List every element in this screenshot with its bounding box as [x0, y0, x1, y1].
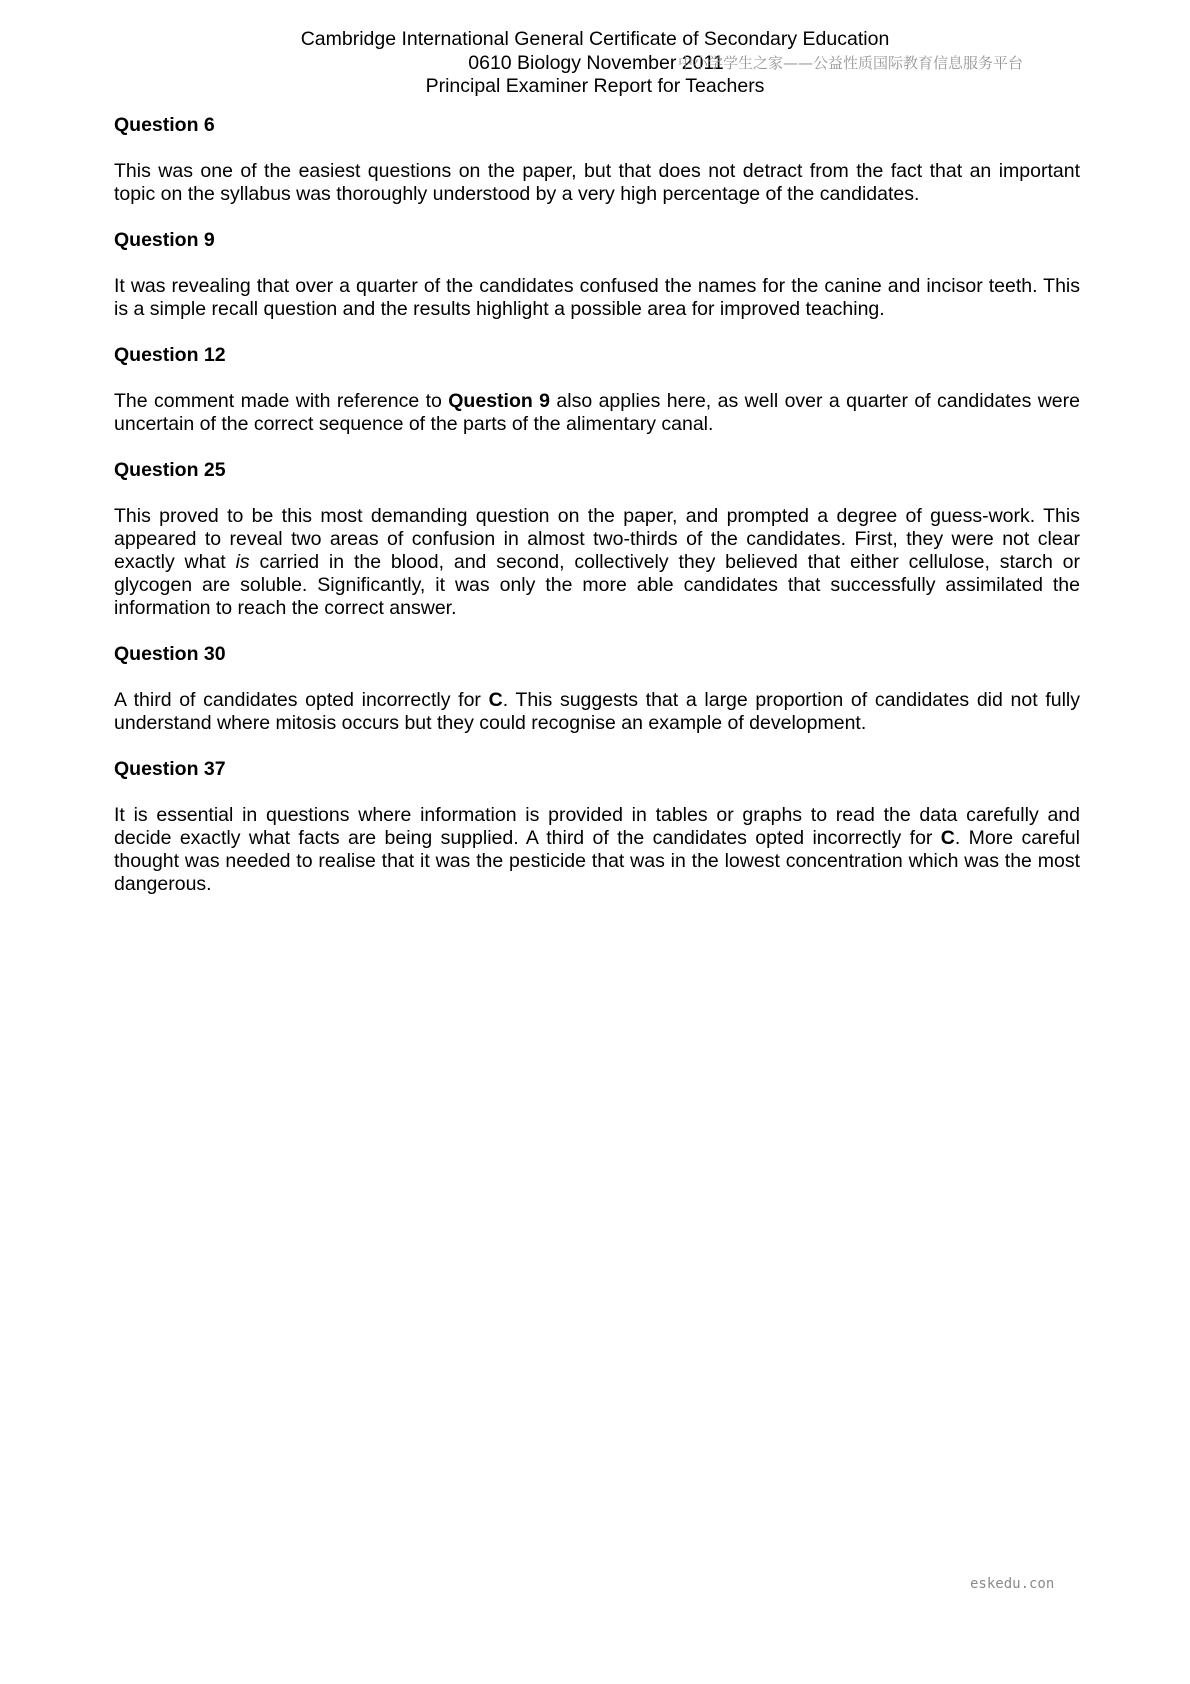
question-heading: Question 25	[114, 459, 226, 481]
comment-text: It is essential in questions where information is provided in tables or graphs to read the data carefully and decide exactly what facts are being supplied. A third of the candidates opted incorrectly for	[114, 804, 1080, 849]
question-30-section	[114, 643, 1080, 735]
question-37-section	[114, 758, 1080, 896]
header-subject: 0610 Biology November 2011	[468, 51, 724, 74]
comment-text: also applies here, as well over a quarter of candidates were uncertain of the correct sequence of the parts of the alimentary canal.	[114, 390, 1080, 435]
question-heading: Question 6	[114, 114, 215, 136]
question-6-section	[114, 114, 1080, 206]
question-heading: Question 9	[114, 229, 215, 251]
watermark-top: 中小学学生之家——公益性质国际教育信息服务平台	[678, 54, 1024, 72]
question-12-section	[114, 344, 1080, 436]
comment-bold-option: C	[940, 827, 955, 849]
header-title: Cambridge International General Certificate of Secondary Education	[300, 28, 890, 50]
question-comment: This was one of the easiest questions on the paper, but that does not detract from the fact that an important topic on the syllabus was thoroughly understood by a very high percentage of the candidates.	[114, 160, 1080, 205]
question-comment	[114, 804, 1080, 896]
question-comment	[114, 390, 1080, 436]
comment-bold-option: C	[488, 689, 503, 711]
question-9-section	[114, 229, 1080, 321]
question-heading: Question 30	[114, 643, 226, 665]
question-25-section	[114, 459, 1080, 620]
comment-text: carried in the blood, and second, collectively they believed that either cellulose, starch or glycogen are soluble. Significantly, it was only the more able candidates that successfully assimilated the information to reach the correct answer.	[114, 551, 1080, 619]
comment-text: . More careful thought was needed to realise that it was the pesticide that was in the lowest concentration which was the most dangerous.	[114, 827, 1080, 895]
header-report-type: Principal Examiner Report for Teachers	[425, 75, 765, 97]
comment-text: . This suggests that a large proportion of candidates did not fully understand where mitosis occurs but they could recognise an example of development.	[114, 689, 1080, 734]
comment-bold-reference: Question 9	[448, 390, 551, 412]
comment-italic-word: is	[235, 551, 250, 573]
question-heading: Question 37	[114, 758, 226, 780]
report-content	[114, 114, 1080, 919]
question-heading: Question 12	[114, 344, 226, 366]
comment-text: A third of candidates opted incorrectly for	[114, 689, 489, 711]
question-comment: It was revealing that over a quarter of the candidates confused the names for the canine and incisor teeth. This is a simple recall question and the results highlight a possible area for improved teaching.	[114, 275, 1080, 320]
comment-text: The comment made with reference to	[114, 390, 449, 412]
question-comment	[114, 689, 1080, 735]
comment-text: This proved to be this most demanding question on the paper, and prompted a degree of guess-work. This appeared to reveal two areas of confusion in almost two-thirds of the candidates. First, they were not clear exactly what	[114, 505, 1080, 573]
question-comment	[114, 505, 1080, 620]
watermark-bottom: eskedu.con	[970, 1576, 1055, 1592]
